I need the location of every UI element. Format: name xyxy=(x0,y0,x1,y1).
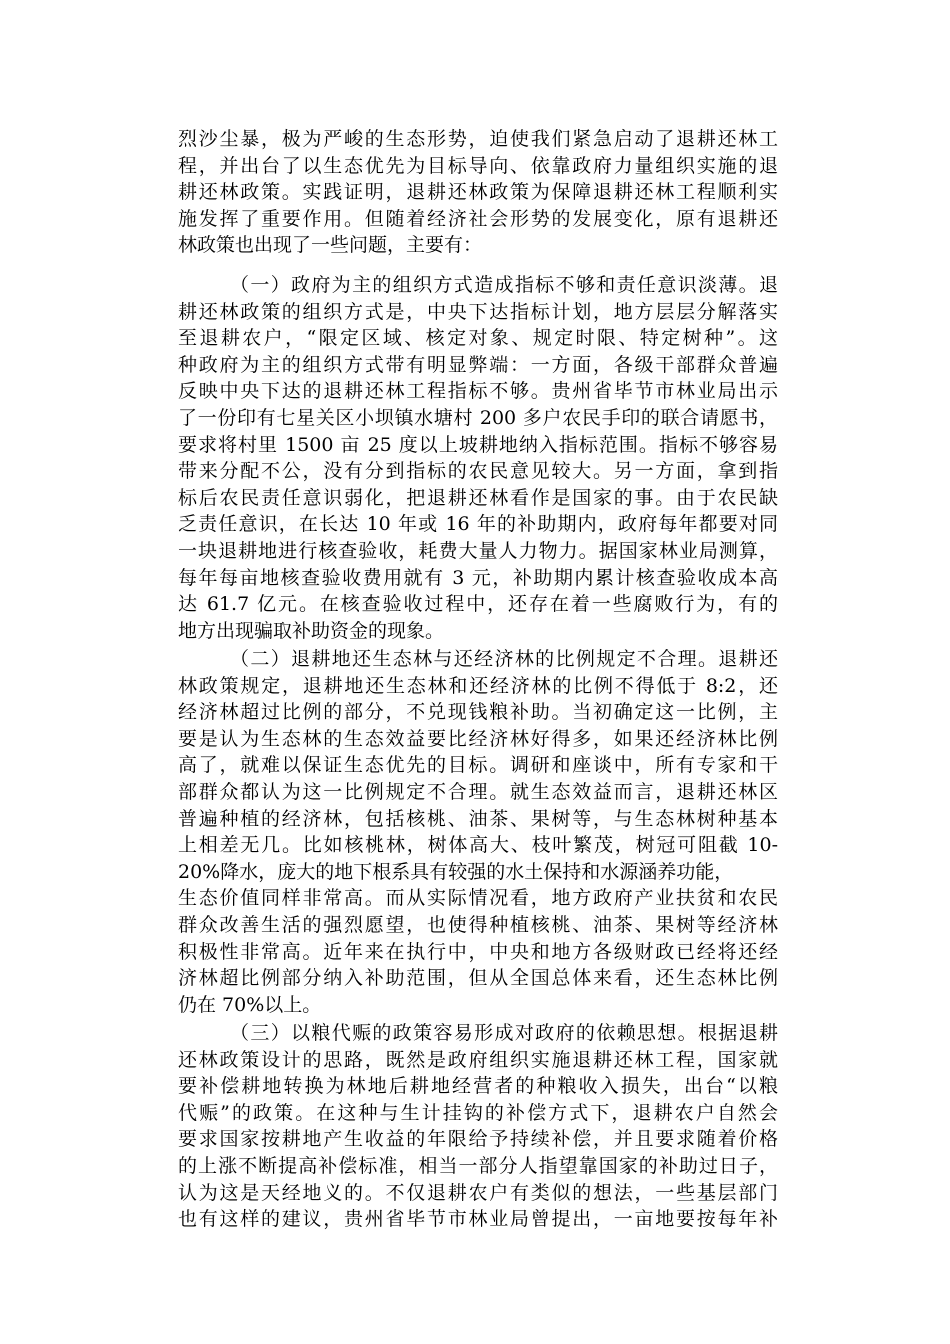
text-line: 认为这是天经地义的。不仅退耕农户有类似的想法，一些基层部门 xyxy=(178,1181,778,1204)
text-line: 上相差无几。比如核桃林，树体高大、枝叶繁茂，树冠可阻截 10- xyxy=(178,834,778,857)
text-line: （二）退耕地还生态林与还经济林的比例规定不合理。退耕还 xyxy=(230,648,778,670)
text-line: 群众改善生活的强烈愿望，也使得种植核桃、油茶、果树等经济林 xyxy=(178,913,778,936)
text-line: 程，并出台了以生态优先为目标导向、依靠政府力量组织实施的退 xyxy=(178,154,778,177)
text-line: 要求国家按耕地产生收益的年限给予持续补偿，并且要求随着价格 xyxy=(178,1128,778,1151)
paragraph-section-3 xyxy=(178,1020,778,1233)
text-line: 普遍种植的经济林，包括核桃、油茶、果树等，与生态林树种基本 xyxy=(178,807,778,830)
text-line: 的上涨不断提高补偿标准，相当一部分人指望靠国家的补助过日子， xyxy=(178,1154,778,1177)
text-line: 地方出现骗取补助资金的现象。 xyxy=(178,619,445,642)
paragraph-intro xyxy=(178,126,778,259)
text-line: 反映中央下达的退耕还林工程指标不够。贵州省毕节市林业局出示 xyxy=(178,380,778,403)
text-line: （一）政府为主的组织方式造成指标不够和责任意识淡薄。退 xyxy=(230,274,778,296)
text-line: 带来分配不公，没有分到指标的农民意见较大。另一方面，拿到指 xyxy=(178,460,778,483)
text-line: 林政策规定，退耕地还生态林和还经济林的比例不得低于 8:2，还 xyxy=(178,674,778,697)
text-line: 一块退耕地进行核查验收，耗费大量人力物力。据国家林业局测算， xyxy=(178,539,778,562)
text-line: 烈沙尘暴，极为严峻的生态形势，迫使我们紧急启动了退耕还林工 xyxy=(178,128,778,150)
text-line: 耕还林政策。实践证明，退耕还林政策为保障退耕还林工程顺利实 xyxy=(178,181,778,204)
text-line: 代赈”的政策。在这种与生计挂钩的补偿方式下，退耕农户自然会 xyxy=(178,1101,778,1124)
text-line: 施发挥了重要作用。但随着经济社会形势的发展变化，原有退耕还 xyxy=(178,207,778,230)
text-line: 部群众都认为这一比例规定不合理。就生态效益而言，退耕还林区 xyxy=(178,780,778,803)
text-line: 林政策也出现了一些问题，主要有： xyxy=(178,234,483,257)
text-line: 要求将村里 1500 亩 25 度以上坡耕地纳入指标范围。指标不够容易 xyxy=(178,433,778,456)
text-line: 耕还林政策的组织方式是，中央下达指标计划，地方层层分解落实 xyxy=(178,300,778,323)
text-line: 标后农民责任意识弱化，把退耕还林看作是国家的事。由于农民缺 xyxy=(178,486,778,509)
text-line: 要补偿耕地转换为林地后耕地经营者的种粮收入损失，出台“以粮 xyxy=(178,1075,778,1098)
text-line: 积极性非常高。近年来在执行中，中央和地方各级财政已经将还经 xyxy=(178,940,778,963)
text-line: 济林超比例部分纳入补助范围，但从全国总体来看，还生态林比例 xyxy=(178,967,778,990)
text-line: 达 61.7 亿元。在核查验收过程中，还存在着一些腐败行为，有的 xyxy=(178,593,778,616)
text-line: 了一份印有七星关区小坝镇水塘村 200 多户农民手印的联合请愿书， xyxy=(178,406,778,429)
text-line: 高了，就难以保证生态优先的目标。调研和座谈中，所有专家和干 xyxy=(178,754,778,777)
text-line: 至退耕农户，“限定区域、核定对象、规定时限、特定树种”。这 xyxy=(178,327,778,350)
text-line: 仍在 70%以上。 xyxy=(178,993,322,1016)
text-line: 也有这样的建议，贵州省毕节市林业局曾提出，一亩地要按每年补 xyxy=(178,1208,778,1231)
text-line: 还林政策设计的思路，既然是政府组织实施退耕还林工程，国家就 xyxy=(178,1048,778,1071)
text-line: 种政府为主的组织方式带有明显弊端：一方面，各级干部群众普遍 xyxy=(178,353,778,376)
text-line: 乏责任意识，在长达 10 年或 16 年的补助期内，政府每年都要对同 xyxy=(178,513,778,536)
text-line: 20%降水，庞大的地下根系具有较强的水土保持和水源涵养功能， xyxy=(178,860,734,883)
paragraph-section-2 xyxy=(178,646,778,1018)
text-line: 每年每亩地核查验收费用就有 3 元，补助期内累计核查验收成本高 xyxy=(178,566,778,589)
text-line: 经济林超过比例的部分，不兑现钱粮补助。当初确定这一比例，主 xyxy=(178,701,778,724)
text-line: 要是认为生态林的生态效益要比经济林好得多，如果还经济林比例 xyxy=(178,727,778,750)
paragraph-section-1 xyxy=(178,272,778,644)
text-line: （三）以粮代赈的政策容易形成对政府的依赖思想。根据退耕 xyxy=(230,1022,778,1044)
text-line: 生态价值同样非常高。而从实际情况看，地方政府产业扶贫和农民 xyxy=(178,887,778,910)
